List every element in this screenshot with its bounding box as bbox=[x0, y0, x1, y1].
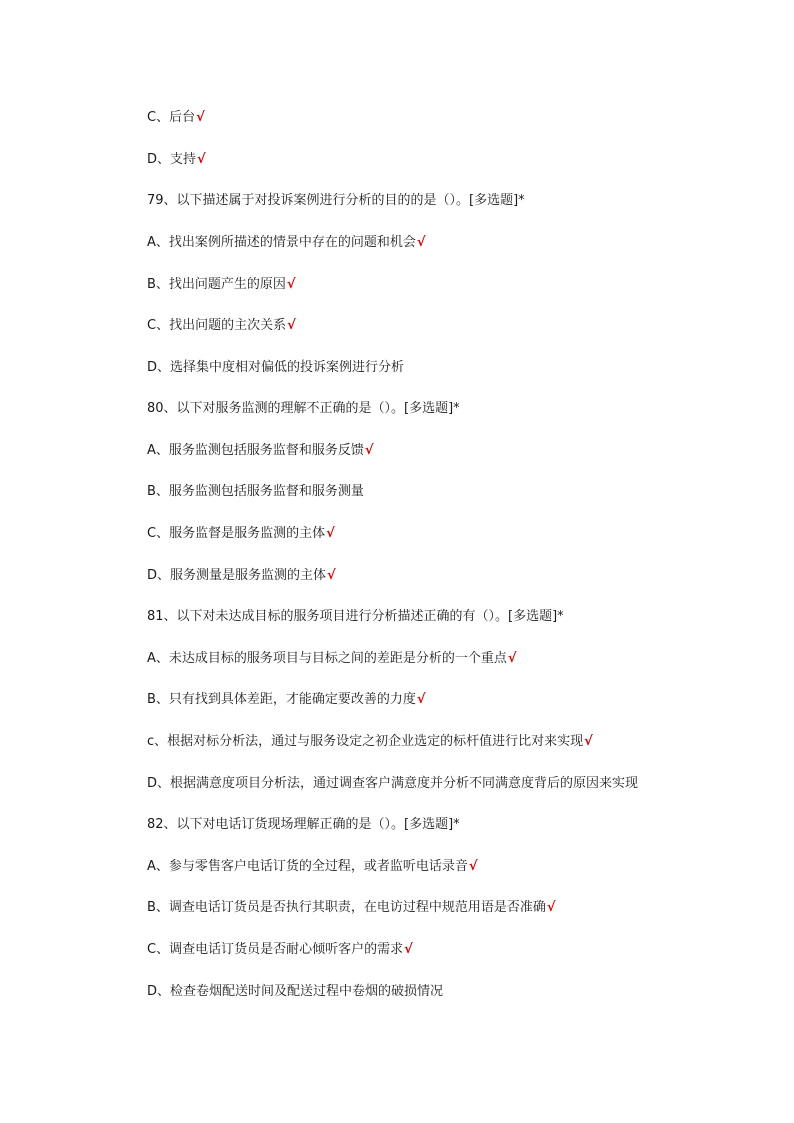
line-text: 81、以下对未达成目标的服务项目进行分析描述正确的有（）。[多选题]* bbox=[147, 609, 564, 624]
checkmark-icon: √ bbox=[286, 277, 296, 292]
option-line bbox=[147, 899, 754, 917]
option-line bbox=[147, 525, 754, 543]
checkmark-icon: √ bbox=[327, 568, 336, 583]
line-text: B、调查电话订货员是否执行其职责，在电访过程中规范用语是否准确 bbox=[147, 900, 546, 915]
checkmark-icon: √ bbox=[546, 900, 556, 915]
option-line bbox=[147, 234, 754, 252]
question-line bbox=[147, 400, 754, 418]
option-line bbox=[147, 276, 754, 294]
line-text: A、未达成目标的服务项目与目标之间的差距是分析的一个重点 bbox=[147, 651, 507, 666]
option-line bbox=[147, 733, 754, 751]
line-text: 79、以下描述属于对投诉案例进行分析的目的的是（）。[多选题]* bbox=[147, 193, 525, 208]
checkmark-icon: √ bbox=[507, 651, 517, 666]
line-text: C、后台 bbox=[147, 110, 196, 125]
option-line bbox=[147, 317, 754, 335]
checkmark-icon: √ bbox=[197, 152, 206, 167]
option-line bbox=[147, 691, 754, 709]
line-text: D、支持 bbox=[147, 152, 197, 167]
checkmark-icon: √ bbox=[287, 318, 296, 333]
checkmark-icon: √ bbox=[416, 235, 426, 250]
option-line bbox=[147, 151, 754, 169]
question-line bbox=[147, 816, 754, 834]
line-text: C、服务监督是服务监测的主体 bbox=[147, 526, 326, 541]
option-line bbox=[147, 109, 754, 127]
checkmark-icon: √ bbox=[364, 443, 374, 458]
line-text: A、服务监测包括服务监督和服务反馈 bbox=[147, 443, 364, 458]
checkmark-icon: √ bbox=[584, 734, 593, 749]
checkmark-icon: √ bbox=[196, 110, 205, 125]
question-line bbox=[147, 192, 754, 210]
option-line bbox=[147, 359, 754, 377]
option-line bbox=[147, 483, 754, 501]
line-text: B、只有找到具体差距，才能确定要改善的力度 bbox=[147, 692, 416, 707]
option-line bbox=[147, 650, 754, 668]
option-line bbox=[147, 567, 754, 585]
option-line bbox=[147, 858, 754, 876]
option-line bbox=[147, 442, 754, 460]
option-line bbox=[147, 775, 754, 793]
checkmark-icon: √ bbox=[326, 526, 335, 541]
line-text: D、服务测量是服务监测的主体 bbox=[147, 568, 327, 583]
line-text: A、找出案例所描述的情景中存在的问题和机会 bbox=[147, 235, 416, 250]
line-text: C、调查电话订货员是否耐心倾听客户的需求 bbox=[147, 942, 404, 957]
checkmark-icon: √ bbox=[468, 859, 478, 874]
line-text: 82、以下对电话订货现场理解正确的是（）。[多选题]* bbox=[147, 817, 460, 832]
line-text: D、选择集中度相对偏低的投诉案例进行分析 bbox=[147, 360, 405, 375]
checkmark-icon: √ bbox=[404, 942, 413, 957]
question-line bbox=[147, 608, 754, 626]
line-text: c、根据对标分析法，通过与服务设定之初企业选定的标杆值进行比对来实现 bbox=[147, 734, 584, 749]
option-line bbox=[147, 983, 754, 1001]
line-text: 80、以下对服务监测的理解不正确的是（）。[多选题]* bbox=[147, 401, 460, 416]
line-text: B、服务监测包括服务监督和服务测量 bbox=[147, 484, 364, 499]
line-text: D、根据满意度项目分析法，通过调查客户满意度并分析不同满意度背后的原因来实现 bbox=[147, 776, 639, 791]
line-text: B、找出问题产生的原因 bbox=[147, 277, 286, 292]
line-text: C、找出问题的主次关系 bbox=[147, 318, 287, 333]
line-text: D、检查卷烟配送时间及配送过程中卷烟的破损情况 bbox=[147, 984, 444, 999]
line-text: A、参与零售客户电话订货的全过程，或者监听电话录音 bbox=[147, 859, 468, 874]
checkmark-icon: √ bbox=[416, 692, 426, 707]
option-line bbox=[147, 941, 754, 959]
